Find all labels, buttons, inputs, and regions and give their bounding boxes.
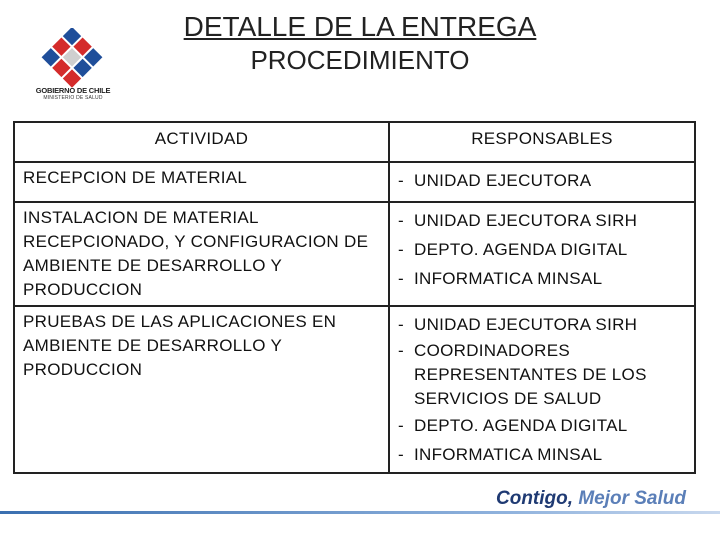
header-actividad: ACTIVIDAD (14, 122, 389, 162)
table-header-row (14, 122, 695, 162)
responsables-list (398, 166, 686, 195)
responsable-item: - INFORMATICA MINSAL (398, 440, 686, 469)
activity-cell: PRUEBAS DE LAS APLICACIONES EN AMBIENTE DE DESARROLLO Y PRODUCCION (14, 306, 389, 473)
footer-divider (0, 511, 720, 514)
logo-line1: GOBIERNO DE CHILE (35, 86, 111, 95)
page-title (130, 10, 590, 76)
responsables-list (398, 206, 686, 293)
responsable-item: - DEPTO. AGENDA DIGITAL (398, 235, 686, 264)
footer-slogan (496, 488, 686, 510)
responsable-item: - UNIDAD EJECUTORA (398, 166, 686, 195)
footer-slogan-part1: Contigo, (496, 488, 574, 509)
procedure-table (13, 121, 696, 474)
activity-cell: RECEPCION DE MATERIAL (14, 162, 389, 202)
activity-cell: INSTALACION DE MATERIAL RECEPCIONADO, Y CONFIGURACION DE AMBIENTE DE DESARROLLO Y PRODUCCION (14, 202, 389, 306)
title-line1: DETALLE DE LA ENTREGA (183, 11, 537, 42)
table-row (14, 162, 695, 202)
title-line2: PROCEDIMIENTO (250, 45, 470, 75)
responsable-item: - UNIDAD EJECUTORA SIRH (398, 310, 686, 339)
header-responsables: RESPONSABLES (389, 122, 695, 162)
table-row (14, 202, 695, 306)
responsable-item: - DEPTO. AGENDA DIGITAL (398, 411, 686, 440)
responsables-cell (389, 306, 695, 473)
responsables-cell (389, 202, 695, 306)
responsable-item: - COORDINADORES REPRESENTANTES DE LOS SERVICIOS DE SALUD (398, 339, 686, 411)
table-row (14, 306, 695, 473)
logo-line2: MINISTERIO DE SALUD (43, 95, 103, 101)
footer-slogan-part2: Mejor Salud (578, 488, 686, 509)
responsables-list (398, 310, 686, 469)
responsable-item: - INFORMATICA MINSAL (398, 264, 686, 293)
responsable-item: - UNIDAD EJECUTORA SIRH (398, 206, 686, 235)
responsables-cell (389, 162, 695, 202)
